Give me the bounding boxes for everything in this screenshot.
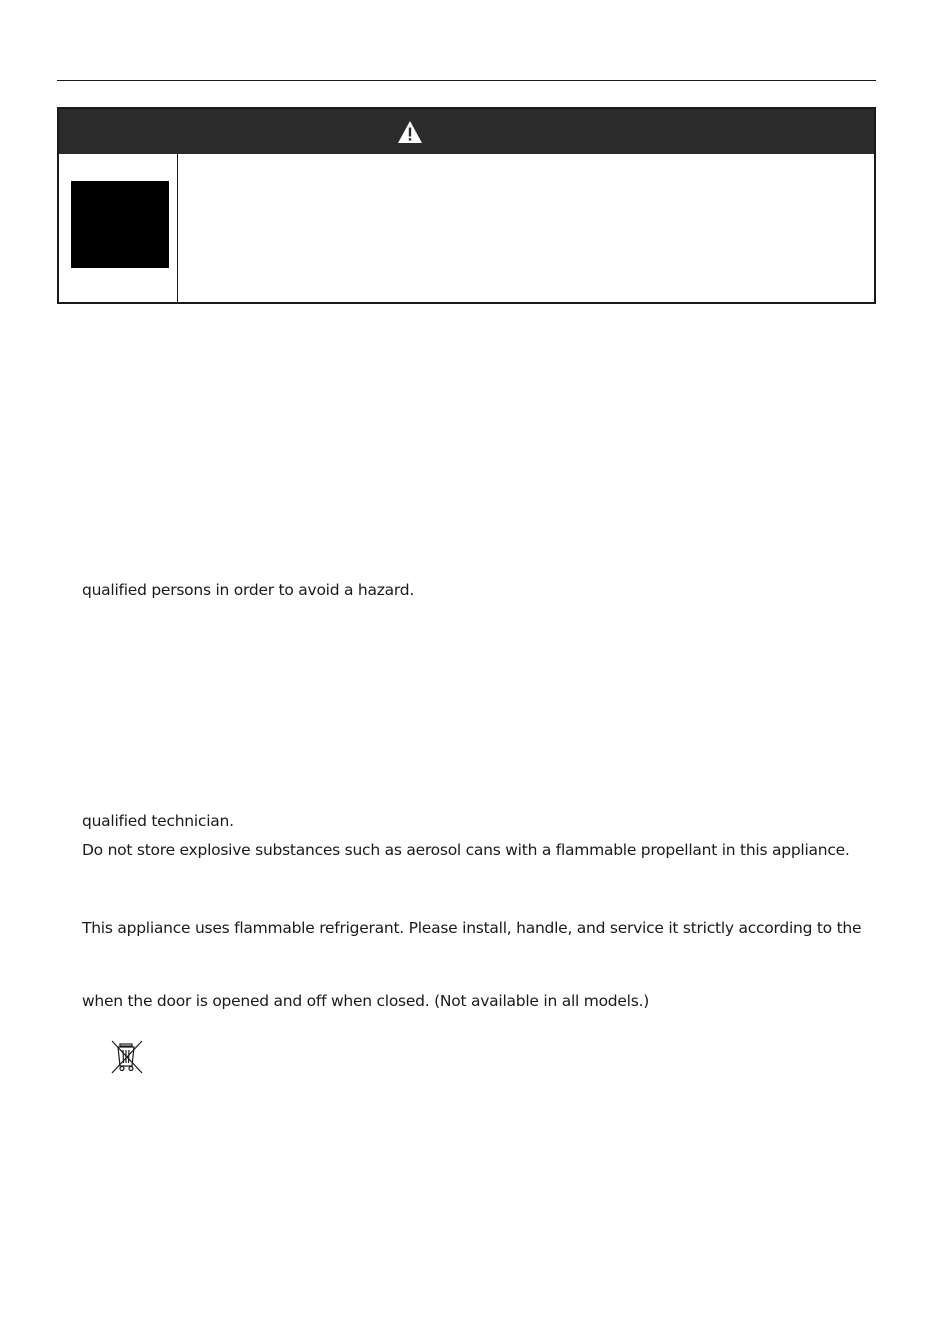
warning-symbol-cell (59, 154, 178, 302)
warning-triangle-icon (397, 120, 423, 144)
hazard-symbol-icon (71, 181, 169, 268)
body-text-line: qualified persons in order to avoid a hazard. (82, 581, 414, 599)
body-text-line: when the door is opened and off when closed. (Not available in all models.) (82, 992, 650, 1010)
body-text-line: This appliance uses flammable refrigerant. Please install, handle, and service it strictly according to the (82, 919, 862, 937)
warning-box (57, 107, 876, 304)
top-rule (57, 80, 876, 81)
crossed-out-wheelie-bin-icon (110, 1039, 144, 1075)
body-text-line: Do not store explosive substances such as aerosol cans with a flammable propellant in this appliance. (82, 841, 850, 859)
body-text-line: qualified technician. (82, 812, 234, 830)
warning-header (59, 109, 874, 154)
